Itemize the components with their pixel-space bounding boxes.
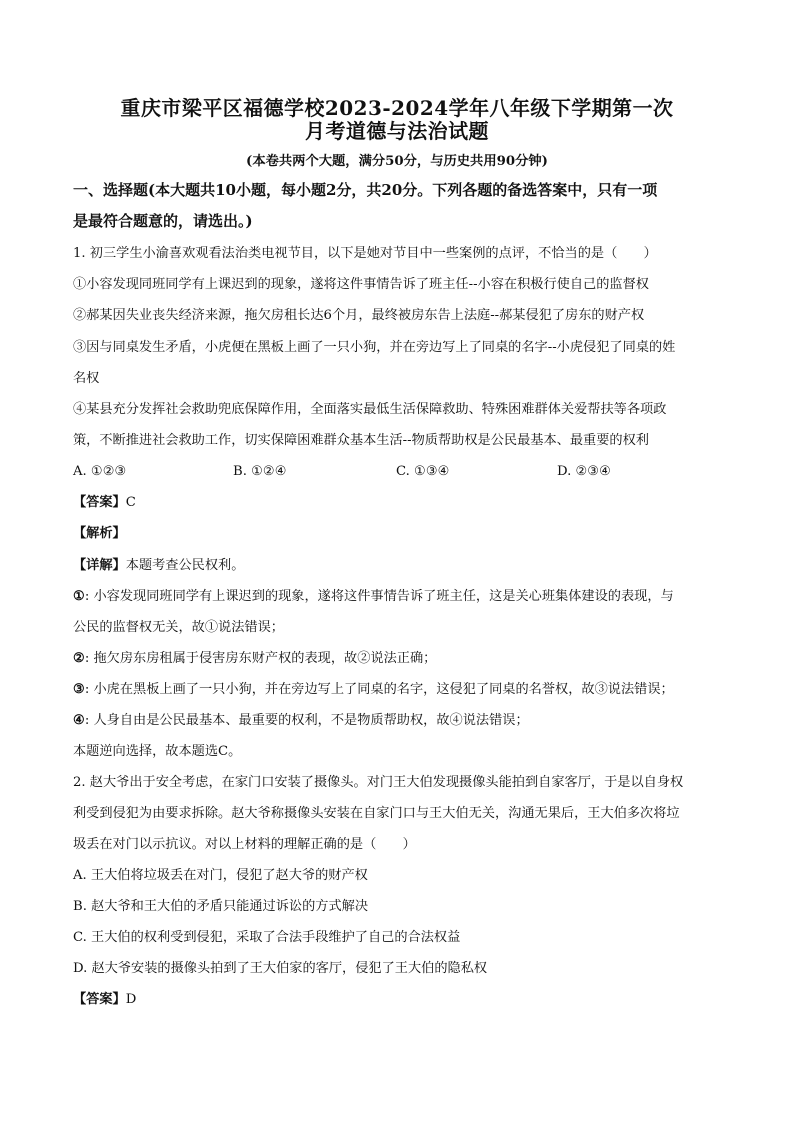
q1-explanation-1	[73, 588, 674, 606]
q2-stem-3: 圾丢在对门以示抗议。对以上材料的理解正确的是（ ）	[73, 837, 416, 852]
section-heading-line-2: 是最符合题意的，请选出。)	[73, 212, 253, 230]
q1-detail	[73, 557, 244, 575]
detail-text: 本题考查公民权利。	[125, 558, 245, 573]
q1-explanation-3	[73, 681, 674, 699]
q1-explanation-4	[73, 712, 529, 730]
q1-statement-2: ②郝某因失业丧失经济来源，拖欠房租长达6个月，最终被房东告上法庭--郝某侵犯了房东的财产权	[73, 308, 645, 323]
circled-mark-1: ①	[73, 589, 85, 604]
q2-option-b: B. 赵大爷和王大伯的矛盾只能通过诉讼的方式解决	[73, 899, 369, 914]
circled-mark-4: ④	[73, 713, 85, 728]
explanation-4-text: : 人身自由是公民最基本、最重要的权利，不是物质帮助权，故④说法错误；	[84, 713, 529, 728]
explanation-2-text: : 拖欠房东房租属于侵害房东财产权的表现，故②说法正确；	[84, 651, 437, 666]
q1-option-c: C. ①③④	[396, 464, 450, 479]
circled-mark-2: ②	[73, 651, 85, 666]
q1-option-d: D. ②③④	[557, 464, 611, 479]
q1-option-a: A. ①②③	[73, 464, 127, 479]
q2-stem-2: 利受到侵犯为由要求拆除。赵大爷称摄像头安装在自家门口与王大伯无关，沟通无果后，王大伯多次将垃	[73, 806, 680, 821]
answer-tag: 【答案】	[73, 992, 126, 1007]
q1-statement-1: ①小容发现同班同学有上课迟到的现象，遂将这件事情告诉了班主任--小容在积极行使自己的监督权	[73, 277, 649, 292]
q1-statement-4: ④某县充分发挥社会救助兜底保障作用，全面落实最低生活保障救助、特殊困难群体关爱帮扶等各项政	[73, 402, 667, 417]
q1-stem: 1. 初三学生小渝喜欢观看法治类电视节目，以下是她对节目中一些案例的点评，不恰当的是（ ）	[73, 246, 657, 261]
q1-statement-4-cont: 策，不断推进社会救助工作，切实保障困难群众基本生活--物质帮助权是公民最基本、最重要的权利	[73, 433, 649, 448]
q1-statement-3: ③因与同桌发生矛盾，小虎便在黑板上画了一只小狗，并在旁边写上了同桌的名字--小虎侵犯了同桌的姓	[73, 340, 676, 355]
q1-analysis-tag	[73, 525, 126, 543]
circled-mark-3: ③	[73, 682, 85, 697]
analysis-tag: 【解析】	[73, 526, 126, 541]
explanation-1-text: : 小容发现同班同学有上课迟到的现象，遂将这件事情告诉了班主任，这是关心班集体建设的表现，与	[84, 589, 674, 604]
q1-conclusion: 本题逆向选择，故本题选C。	[73, 744, 242, 759]
q2-option-c: C. 王大伯的权利受到侵犯，采取了合法手段维护了自己的合法权益	[73, 930, 461, 945]
answer-value: C	[125, 495, 136, 510]
detail-tag: 【详解】	[73, 558, 126, 573]
q1-statement-3-cont: 名权	[73, 371, 100, 386]
q2-answer	[73, 991, 136, 1009]
q1-answer	[73, 494, 136, 512]
exam-subtitle: (本卷共两个大题，满分50分，与历史共用90分钟)	[246, 154, 548, 169]
q1-explanation-1-cont: 公民的监督权无关，故①说法错误；	[73, 620, 284, 635]
q1-explanation-2	[73, 650, 436, 668]
answer-value: D	[125, 992, 137, 1007]
q2-option-a: A. 王大伯将垃圾丢在对门，侵犯了赵大爷的财产权	[73, 868, 368, 883]
title-line-2: 月考道德与法治试题	[305, 119, 489, 143]
answer-tag: 【答案】	[73, 495, 126, 510]
q2-option-d: D. 赵大爷安装的摄像头拍到了王大伯家的客厅，侵犯了王大伯的隐私权	[73, 961, 488, 976]
title-line-1: 重庆市梁平区福德学校2023-2024学年八年级下学期第一次	[120, 96, 674, 120]
explanation-3-text: : 小虎在黑板上画了一只小狗，并在旁边写上了同桌的名字，这侵犯了同桌的名誉权，故③说法错误；	[84, 682, 674, 697]
q2-stem-1: 2. 赵大爷出于安全考虑，在家门口安装了摄像头。对门王大伯发现摄像头能拍到自家客厅，于是以自身权	[73, 775, 684, 790]
section-heading-line-1: 一、选择题(本大题共10小题，每小题2分，共20分。下列各题的备选答案中，只有一项	[73, 181, 658, 199]
q1-option-b: B. ①②④	[233, 464, 287, 479]
